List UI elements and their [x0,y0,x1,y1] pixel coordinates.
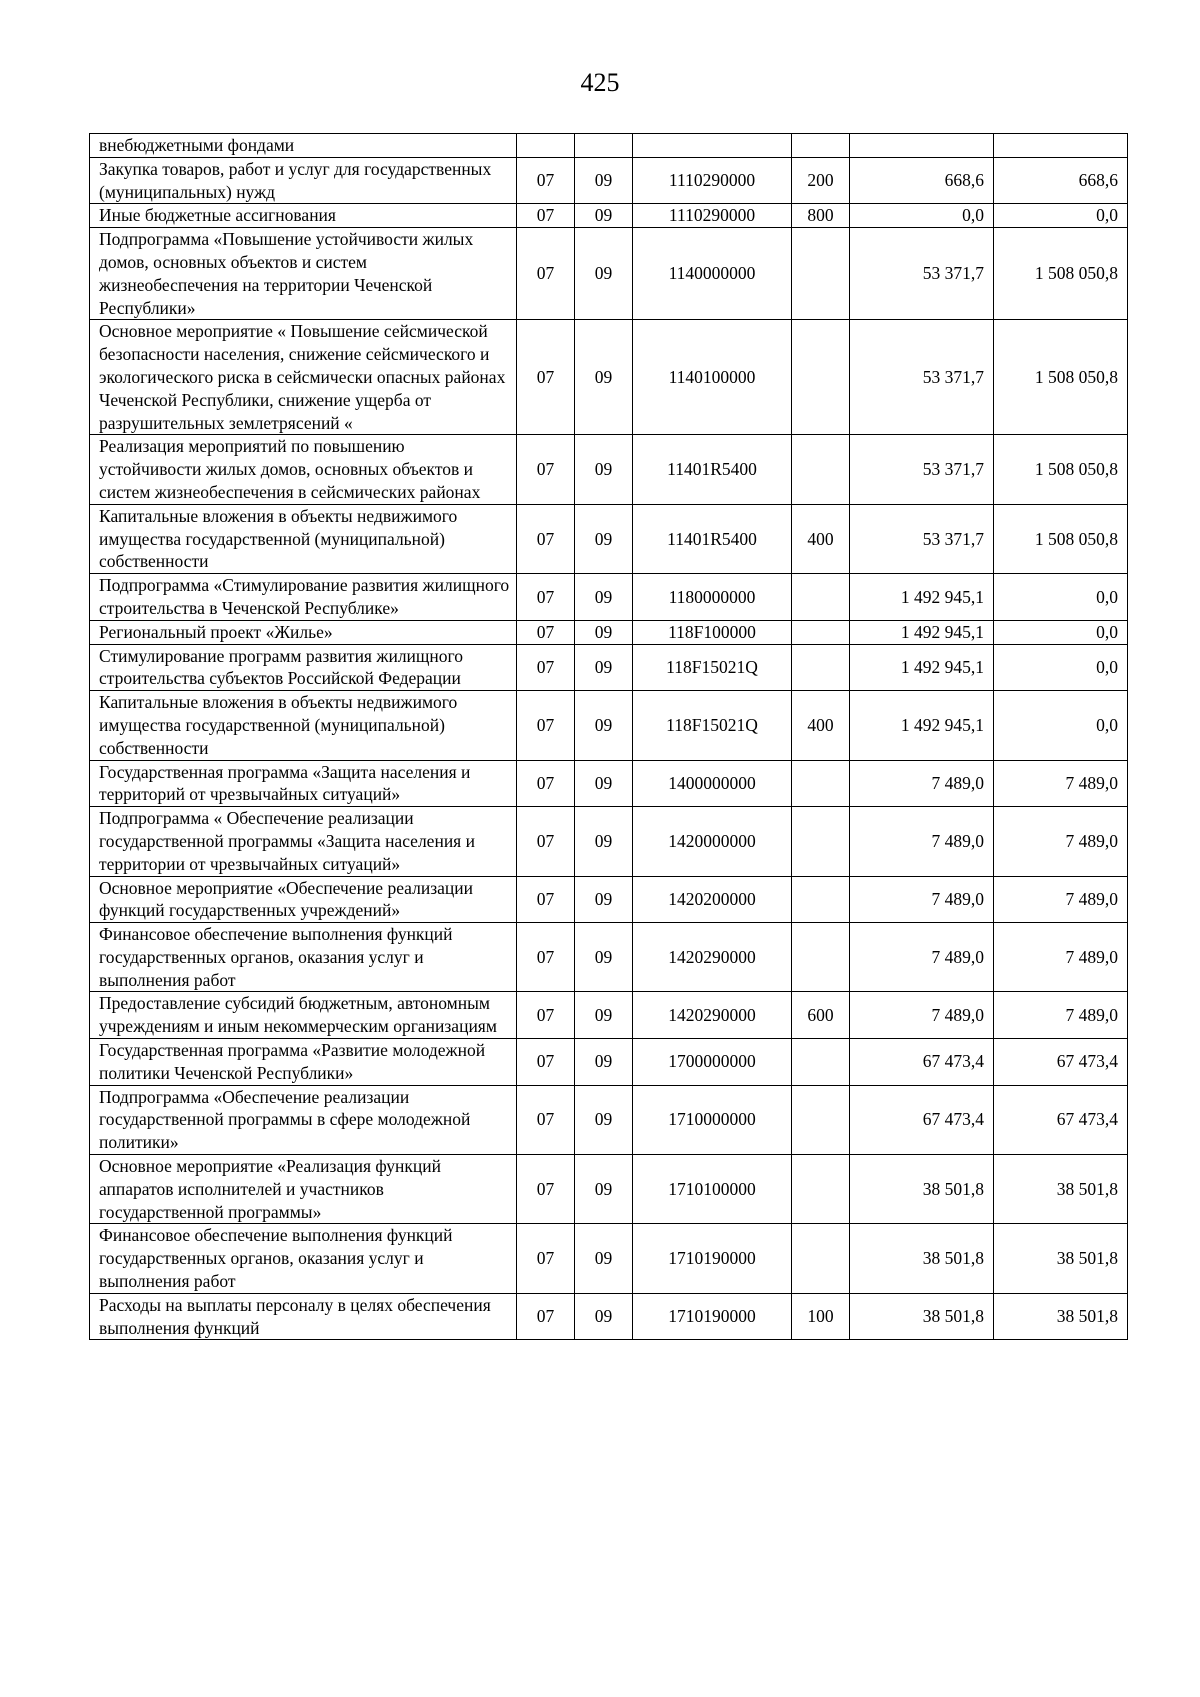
amount-year2-cell: 668,6 [994,157,1128,204]
amount-year2-cell: 7 489,0 [994,807,1128,876]
subsection-code-cell: 09 [575,807,633,876]
table-row [90,574,1128,621]
table-row [90,134,1128,158]
budget-table-body [90,134,1128,1340]
amount-year1-cell: 1 492 945,1 [850,574,994,621]
section-code-cell: 07 [517,204,575,228]
amount-year1-cell: 7 489,0 [850,760,994,807]
amount-year2-cell [994,134,1128,158]
amount-year1-cell [850,134,994,158]
row-name-cell: Финансовое обеспечение выполнения функций государственных органов, оказания услуг и выполнения работ [90,1224,517,1293]
expense-type-cell: 100 [792,1293,850,1340]
row-name-cell: Региональный проект «Жилье» [90,620,517,644]
expense-type-cell [792,228,850,320]
amount-year2-cell: 1 508 050,8 [994,228,1128,320]
subsection-code-cell [575,134,633,158]
table-row [90,691,1128,760]
amount-year1-cell: 668,6 [850,157,994,204]
target-article-cell: 1180000000 [633,574,792,621]
section-code-cell: 07 [517,807,575,876]
expense-type-cell: 800 [792,204,850,228]
subsection-code-cell: 09 [575,691,633,760]
target-article-cell: 118F15021Q [633,644,792,691]
subsection-code-cell: 09 [575,204,633,228]
amount-year2-cell: 38 501,8 [994,1155,1128,1224]
amount-year2-cell: 38 501,8 [994,1293,1128,1340]
row-name-cell: Предоставление субсидий бюджетным, автономным учреждениям и иным некоммерческим организациям [90,992,517,1039]
table-row [90,923,1128,992]
target-article-cell: 1710190000 [633,1293,792,1340]
section-code-cell: 07 [517,620,575,644]
amount-year2-cell: 38 501,8 [994,1224,1128,1293]
target-article-cell [633,134,792,158]
amount-year2-cell: 0,0 [994,691,1128,760]
table-row [90,204,1128,228]
subsection-code-cell: 09 [575,760,633,807]
amount-year1-cell: 7 489,0 [850,876,994,923]
subsection-code-cell: 09 [575,620,633,644]
row-name-cell: Подпрограмма «Повышение устойчивости жилых домов, основных объектов и систем жизнеобеспечения на территории Чеченской Республики» [90,228,517,320]
amount-year2-cell: 67 473,4 [994,1039,1128,1086]
subsection-code-cell: 09 [575,320,633,435]
subsection-code-cell: 09 [575,1224,633,1293]
amount-year1-cell: 1 492 945,1 [850,644,994,691]
amount-year2-cell: 7 489,0 [994,760,1128,807]
expense-type-cell: 600 [792,992,850,1039]
amount-year2-cell: 7 489,0 [994,876,1128,923]
section-code-cell: 07 [517,1085,575,1154]
expense-type-cell: 400 [792,504,850,573]
row-name-cell: Основное мероприятие «Реализация функций аппаратов исполнителей и участников государственной программы» [90,1155,517,1224]
row-name-cell: Государственная программа «Развитие молодежной политики Чеченской Республики» [90,1039,517,1086]
target-article-cell: 11401R5400 [633,435,792,504]
amount-year1-cell: 53 371,7 [850,228,994,320]
subsection-code-cell: 09 [575,1293,633,1340]
expense-type-cell [792,435,850,504]
row-name-cell: Реализация мероприятий по повышению устойчивости жилых домов, основных объектов и систем жизнеобеспечения в сейсмических районах [90,435,517,504]
subsection-code-cell: 09 [575,923,633,992]
expense-type-cell [792,1085,850,1154]
table-row [90,504,1128,573]
amount-year1-cell: 0,0 [850,204,994,228]
page-number: 425 [580,68,620,97]
row-name-cell: Основное мероприятие «Обеспечение реализации функций государственных учреждений» [90,876,517,923]
amount-year1-cell: 53 371,7 [850,320,994,435]
section-code-cell: 07 [517,228,575,320]
amount-year1-cell: 7 489,0 [850,807,994,876]
section-code-cell: 07 [517,876,575,923]
amount-year2-cell: 1 508 050,8 [994,504,1128,573]
target-article-cell: 1110290000 [633,157,792,204]
amount-year1-cell: 67 473,4 [850,1085,994,1154]
section-code-cell: 07 [517,504,575,573]
section-code-cell: 07 [517,574,575,621]
expense-type-cell [792,807,850,876]
row-name-cell: Иные бюджетные ассигнования [90,204,517,228]
expense-type-cell: 400 [792,691,850,760]
target-article-cell: 1420290000 [633,923,792,992]
amount-year1-cell: 67 473,4 [850,1039,994,1086]
section-code-cell: 07 [517,157,575,204]
row-name-cell: Основное мероприятие « Повышение сейсмической безопасности населения, снижение сейсмического и экологического риска в сейсмически опасных районах Чеченской Республики, снижение ущерба от разрушительных землетрясений « [90,320,517,435]
table-row [90,1155,1128,1224]
expense-type-cell [792,574,850,621]
expense-type-cell [792,1155,850,1224]
amount-year1-cell: 53 371,7 [850,435,994,504]
table-row [90,644,1128,691]
target-article-cell: 1400000000 [633,760,792,807]
target-article-cell: 1710100000 [633,1155,792,1224]
section-code-cell: 07 [517,644,575,691]
amount-year2-cell: 7 489,0 [994,992,1128,1039]
row-name-cell: Подпрограмма « Обеспечение реализации государственной программы «Защита населения и территории от чрезвычайных ситуаций» [90,807,517,876]
expense-type-cell: 200 [792,157,850,204]
subsection-code-cell: 09 [575,1039,633,1086]
section-code-cell: 07 [517,1155,575,1224]
section-code-cell: 07 [517,1224,575,1293]
table-row [90,876,1128,923]
table-row [90,1293,1128,1340]
section-code-cell: 07 [517,1039,575,1086]
section-code-cell: 07 [517,1293,575,1340]
subsection-code-cell: 09 [575,574,633,621]
amount-year1-cell: 7 489,0 [850,923,994,992]
table-row [90,992,1128,1039]
row-name-cell: Подпрограмма «Стимулирование развития жилищного строительства в Чеченской Республике» [90,574,517,621]
amount-year1-cell: 7 489,0 [850,992,994,1039]
section-code-cell: 07 [517,320,575,435]
table-row [90,760,1128,807]
expense-type-cell [792,320,850,435]
subsection-code-cell: 09 [575,644,633,691]
row-name-cell: Подпрограмма «Обеспечение реализации государственной программы в сфере молодежной политики» [90,1085,517,1154]
table-row [90,1085,1128,1154]
row-name-cell: Капитальные вложения в объекты недвижимого имущества государственной (муниципальной) собственности [90,504,517,573]
amount-year1-cell: 38 501,8 [850,1155,994,1224]
amount-year2-cell: 67 473,4 [994,1085,1128,1154]
amount-year1-cell: 1 492 945,1 [850,691,994,760]
section-code-cell: 07 [517,435,575,504]
amount-year2-cell: 0,0 [994,574,1128,621]
row-name-cell: Финансовое обеспечение выполнения функций государственных органов, оказания услуг и выполнения работ [90,923,517,992]
budget-table [89,133,1128,1340]
section-code-cell: 07 [517,992,575,1039]
table-row [90,1224,1128,1293]
target-article-cell: 1710190000 [633,1224,792,1293]
subsection-code-cell: 09 [575,1085,633,1154]
section-code-cell: 07 [517,923,575,992]
subsection-code-cell: 09 [575,228,633,320]
table-row [90,320,1128,435]
table-row [90,435,1128,504]
subsection-code-cell: 09 [575,876,633,923]
row-name-cell: Стимулирование программ развития жилищного строительства субъектов Российской Федерации [90,644,517,691]
row-name-cell: Капитальные вложения в объекты недвижимого имущества государственной (муниципальной) собственности [90,691,517,760]
subsection-code-cell: 09 [575,504,633,573]
amount-year1-cell: 38 501,8 [850,1293,994,1340]
expense-type-cell [792,923,850,992]
section-code-cell: 07 [517,760,575,807]
amount-year2-cell: 0,0 [994,204,1128,228]
amount-year2-cell: 1 508 050,8 [994,320,1128,435]
expense-type-cell [792,760,850,807]
row-name-cell: Расходы на выплаты персоналу в целях обеспечения выполнения функций [90,1293,517,1340]
target-article-cell: 1700000000 [633,1039,792,1086]
target-article-cell: 1710000000 [633,1085,792,1154]
expense-type-cell [792,1224,850,1293]
target-article-cell: 11401R5400 [633,504,792,573]
expense-type-cell [792,644,850,691]
row-name-cell: Государственная программа «Защита населения и территорий от чрезвычайных ситуаций» [90,760,517,807]
target-article-cell: 1420290000 [633,992,792,1039]
table-row [90,807,1128,876]
table-row [90,157,1128,204]
subsection-code-cell: 09 [575,435,633,504]
target-article-cell: 1140100000 [633,320,792,435]
target-article-cell: 1140000000 [633,228,792,320]
amount-year1-cell: 38 501,8 [850,1224,994,1293]
target-article-cell: 1110290000 [633,204,792,228]
table-row [90,228,1128,320]
target-article-cell: 118F100000 [633,620,792,644]
target-article-cell: 1420200000 [633,876,792,923]
expense-type-cell [792,1039,850,1086]
row-name-cell: внебюджетными фондами [90,134,517,158]
target-article-cell: 118F15021Q [633,691,792,760]
subsection-code-cell: 09 [575,1155,633,1224]
section-code-cell [517,134,575,158]
row-name-cell: Закупка товаров, работ и услуг для государственных (муниципальных) нужд [90,157,517,204]
expense-type-cell [792,134,850,158]
amount-year2-cell: 0,0 [994,620,1128,644]
expense-type-cell [792,876,850,923]
amount-year1-cell: 1 492 945,1 [850,620,994,644]
table-row [90,1039,1128,1086]
table-row [90,620,1128,644]
subsection-code-cell: 09 [575,157,633,204]
subsection-code-cell: 09 [575,992,633,1039]
amount-year2-cell: 1 508 050,8 [994,435,1128,504]
section-code-cell: 07 [517,691,575,760]
expense-type-cell [792,620,850,644]
target-article-cell: 1420000000 [633,807,792,876]
amount-year2-cell: 7 489,0 [994,923,1128,992]
amount-year2-cell: 0,0 [994,644,1128,691]
amount-year1-cell: 53 371,7 [850,504,994,573]
